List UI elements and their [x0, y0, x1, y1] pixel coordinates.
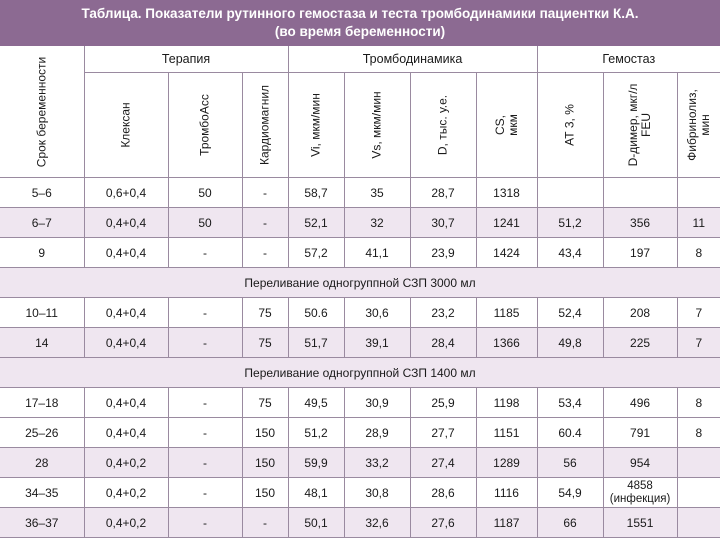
cell-term: 5–6: [0, 178, 84, 208]
cell-d: 23,2: [410, 298, 476, 328]
cell-at3: 66: [537, 508, 603, 538]
cell-kardiomagnil: 75: [242, 298, 288, 328]
cell-kardiomagnil: 75: [242, 388, 288, 418]
cell-at3: 51,2: [537, 208, 603, 238]
cell-cs: 1241: [476, 208, 537, 238]
header-d-label: D, тыс. у.е.: [435, 94, 450, 156]
cell-tromboass: -: [168, 448, 242, 478]
header-ddimer-line1: D-димер, мкг/л: [626, 83, 641, 167]
table-row: [0, 418, 720, 448]
table-row: [0, 298, 720, 328]
cell-kardiomagnil: -: [242, 208, 288, 238]
cell-vs: 30,8: [344, 478, 410, 508]
cell-tromboass: -: [168, 298, 242, 328]
cell-tromboass: -: [168, 388, 242, 418]
header-klexan: [84, 73, 168, 178]
cell-klexan: 0,6+0,4: [84, 178, 168, 208]
cell-term: 34–35: [0, 478, 84, 508]
header-tromboass-label: ТромбоАсс: [197, 94, 212, 156]
transfusion-note-row: [0, 268, 720, 298]
table-row: [0, 508, 720, 538]
cell-term: 28: [0, 448, 84, 478]
cell-kardiomagnil: -: [242, 178, 288, 208]
cell-kardiomagnil: 150: [242, 418, 288, 448]
cell-at3: 49,8: [537, 328, 603, 358]
cell-cs: 1289: [476, 448, 537, 478]
cell-vs: 41,1: [344, 238, 410, 268]
header-ddimer-line2: FEU: [639, 113, 654, 138]
cell-klexan: 0,4+0,4: [84, 418, 168, 448]
cell-at3: 43,4: [537, 238, 603, 268]
cell-cs: 1424: [476, 238, 537, 268]
cell-term: 17–18: [0, 388, 84, 418]
table-row: [0, 328, 720, 358]
header-d: [410, 73, 476, 178]
header-tromboass: [168, 73, 242, 178]
cell-klexan: 0,4+0,4: [84, 238, 168, 268]
cell-tromboass: -: [168, 238, 242, 268]
cell-at3: 52,4: [537, 298, 603, 328]
cell-at3: 54,9: [537, 478, 603, 508]
cell-vs: 30,9: [344, 388, 410, 418]
table-row: [0, 208, 720, 238]
cell-vi: 52,1: [288, 208, 344, 238]
transfusion-note-row: [0, 358, 720, 388]
cell-ddimer: 496: [603, 388, 677, 418]
cell-cs: 1187: [476, 508, 537, 538]
cell-cs: 1318: [476, 178, 537, 208]
header-fibrinolysis-line1: Фибринолиз,: [684, 89, 699, 161]
cell-d: 27,6: [410, 508, 476, 538]
transfusion-note: Переливание одногруппной СЗП 3000 мл: [0, 268, 720, 298]
header-ddimer: [603, 73, 677, 178]
cell-ddimer: 791: [603, 418, 677, 448]
cell-cs: 1151: [476, 418, 537, 448]
cell-term: 9: [0, 238, 84, 268]
table-row: [0, 478, 720, 508]
cell-term: 6–7: [0, 208, 84, 238]
cell-at3: 53,4: [537, 388, 603, 418]
cell-ddimer: 197: [603, 238, 677, 268]
cell-vs: 33,2: [344, 448, 410, 478]
cell-fibrinolysis: [677, 478, 720, 508]
cell-d: 23,9: [410, 238, 476, 268]
header-at3: [537, 73, 603, 178]
header-fibrinolysis-line2: мин: [697, 114, 712, 136]
header-cs: [476, 73, 537, 178]
cell-cs: 1198: [476, 388, 537, 418]
header-vs-label: Vs, мкм/мин: [369, 91, 384, 159]
table-title-line1: Таблица. Показатели рутинного гемостаза и теста тромбодинамики пациентки К.А.: [81, 6, 639, 21]
cell-at3: 56: [537, 448, 603, 478]
cell-kardiomagnil: 150: [242, 478, 288, 508]
cell-vs: 30,6: [344, 298, 410, 328]
cell-vs: 32: [344, 208, 410, 238]
header-vs: [344, 73, 410, 178]
cell-vi: 51,2: [288, 418, 344, 448]
header-cs-line1: CS,: [492, 115, 507, 136]
hemostasis-table: [0, 46, 720, 538]
cell-vs: 35: [344, 178, 410, 208]
table-row: [0, 388, 720, 418]
cell-d: 28,4: [410, 328, 476, 358]
cell-vi: 57,2: [288, 238, 344, 268]
cell-ddimer: 225: [603, 328, 677, 358]
header-vi-label: Vi, мкм/мин: [308, 93, 323, 157]
cell-vi: 50,1: [288, 508, 344, 538]
header-klexan-label: Клексан: [118, 102, 133, 148]
cell-tromboass: -: [168, 418, 242, 448]
cell-d: 27,4: [410, 448, 476, 478]
cell-at3: 60.4: [537, 418, 603, 448]
cell-d: 28,6: [410, 478, 476, 508]
cell-vi: 49,5: [288, 388, 344, 418]
cell-vi: 48,1: [288, 478, 344, 508]
cell-kardiomagnil: 150: [242, 448, 288, 478]
cell-fibrinolysis: 7: [677, 328, 720, 358]
cell-fibrinolysis: 8: [677, 238, 720, 268]
cell-vi: 51,7: [288, 328, 344, 358]
cell-klexan: 0,4+0,4: [84, 388, 168, 418]
cell-klexan: 0,4+0,4: [84, 208, 168, 238]
cell-vs: 32,6: [344, 508, 410, 538]
cell-d: 28,7: [410, 178, 476, 208]
cell-klexan: 0,4+0,4: [84, 328, 168, 358]
cell-tromboass: -: [168, 328, 242, 358]
cell-term: 14: [0, 328, 84, 358]
header-kardiomagnil-label: Кардиомагнил: [257, 84, 272, 166]
ddimer-value: 4858: [627, 479, 653, 492]
header-fibrinolysis: [677, 73, 720, 178]
cell-klexan: 0,4+0,4: [84, 298, 168, 328]
cell-tromboass: 50: [168, 208, 242, 238]
cell-fibrinolysis: [677, 448, 720, 478]
cell-d: 30,7: [410, 208, 476, 238]
cell-kardiomagnil: -: [242, 508, 288, 538]
cell-fibrinolysis: [677, 508, 720, 538]
cell-fibrinolysis: 11: [677, 208, 720, 238]
header-at3-label: АТ 3, %: [562, 104, 577, 146]
cell-cs: 1366: [476, 328, 537, 358]
cell-fibrinolysis: 8: [677, 418, 720, 448]
cell-vi: 58,7: [288, 178, 344, 208]
cell-kardiomagnil: -: [242, 238, 288, 268]
cell-cs: 1185: [476, 298, 537, 328]
header-group-therapy: Терапия: [84, 46, 288, 73]
cell-ddimer: 954: [603, 448, 677, 478]
cell-ddimer: 208: [603, 298, 677, 328]
cell-vi: 59,9: [288, 448, 344, 478]
cell-tromboass: -: [168, 508, 242, 538]
cell-cs: 1116: [476, 478, 537, 508]
cell-at3: [537, 178, 603, 208]
cell-vs: 28,9: [344, 418, 410, 448]
table-title-line2: (во время беременности): [274, 24, 446, 39]
table-row: [0, 448, 720, 478]
cell-ddimer: [603, 178, 677, 208]
cell-term: 25–26: [0, 418, 84, 448]
header-cs-line2: мкм: [505, 114, 520, 136]
cell-d: 25,9: [410, 388, 476, 418]
cell-term: 10–11: [0, 298, 84, 328]
table-row: [0, 238, 720, 268]
header-term: [0, 46, 84, 178]
cell-tromboass: -: [168, 478, 242, 508]
table-row: [0, 178, 720, 208]
cell-fibrinolysis: [677, 178, 720, 208]
cell-d: 27,7: [410, 418, 476, 448]
cell-klexan: 0,4+0,2: [84, 448, 168, 478]
transfusion-note: Переливание одногруппной СЗП 1400 мл: [0, 358, 720, 388]
cell-ddimer: 1551: [603, 508, 677, 538]
cell-klexan: 0,4+0,2: [84, 508, 168, 538]
cell-klexan: 0,4+0,2: [84, 478, 168, 508]
cell-vs: 39,1: [344, 328, 410, 358]
header-group-hemostasis: Гемостаз: [537, 46, 720, 73]
header-group-thrombodynamics: Тромбодинамика: [288, 46, 537, 73]
header-term-label: Срок беременности: [34, 56, 49, 167]
ddimer-infection-note: (инфекция): [609, 492, 671, 505]
table-title: [0, 0, 720, 46]
header-kardiomagnil: [242, 73, 288, 178]
header-vi: [288, 73, 344, 178]
cell-fibrinolysis: 7: [677, 298, 720, 328]
cell-vi: 50.6: [288, 298, 344, 328]
cell-ddimer: 356: [603, 208, 677, 238]
cell-ddimer: [603, 478, 677, 508]
cell-kardiomagnil: 75: [242, 328, 288, 358]
cell-tromboass: 50: [168, 178, 242, 208]
cell-fibrinolysis: 8: [677, 388, 720, 418]
cell-term: 36–37: [0, 508, 84, 538]
